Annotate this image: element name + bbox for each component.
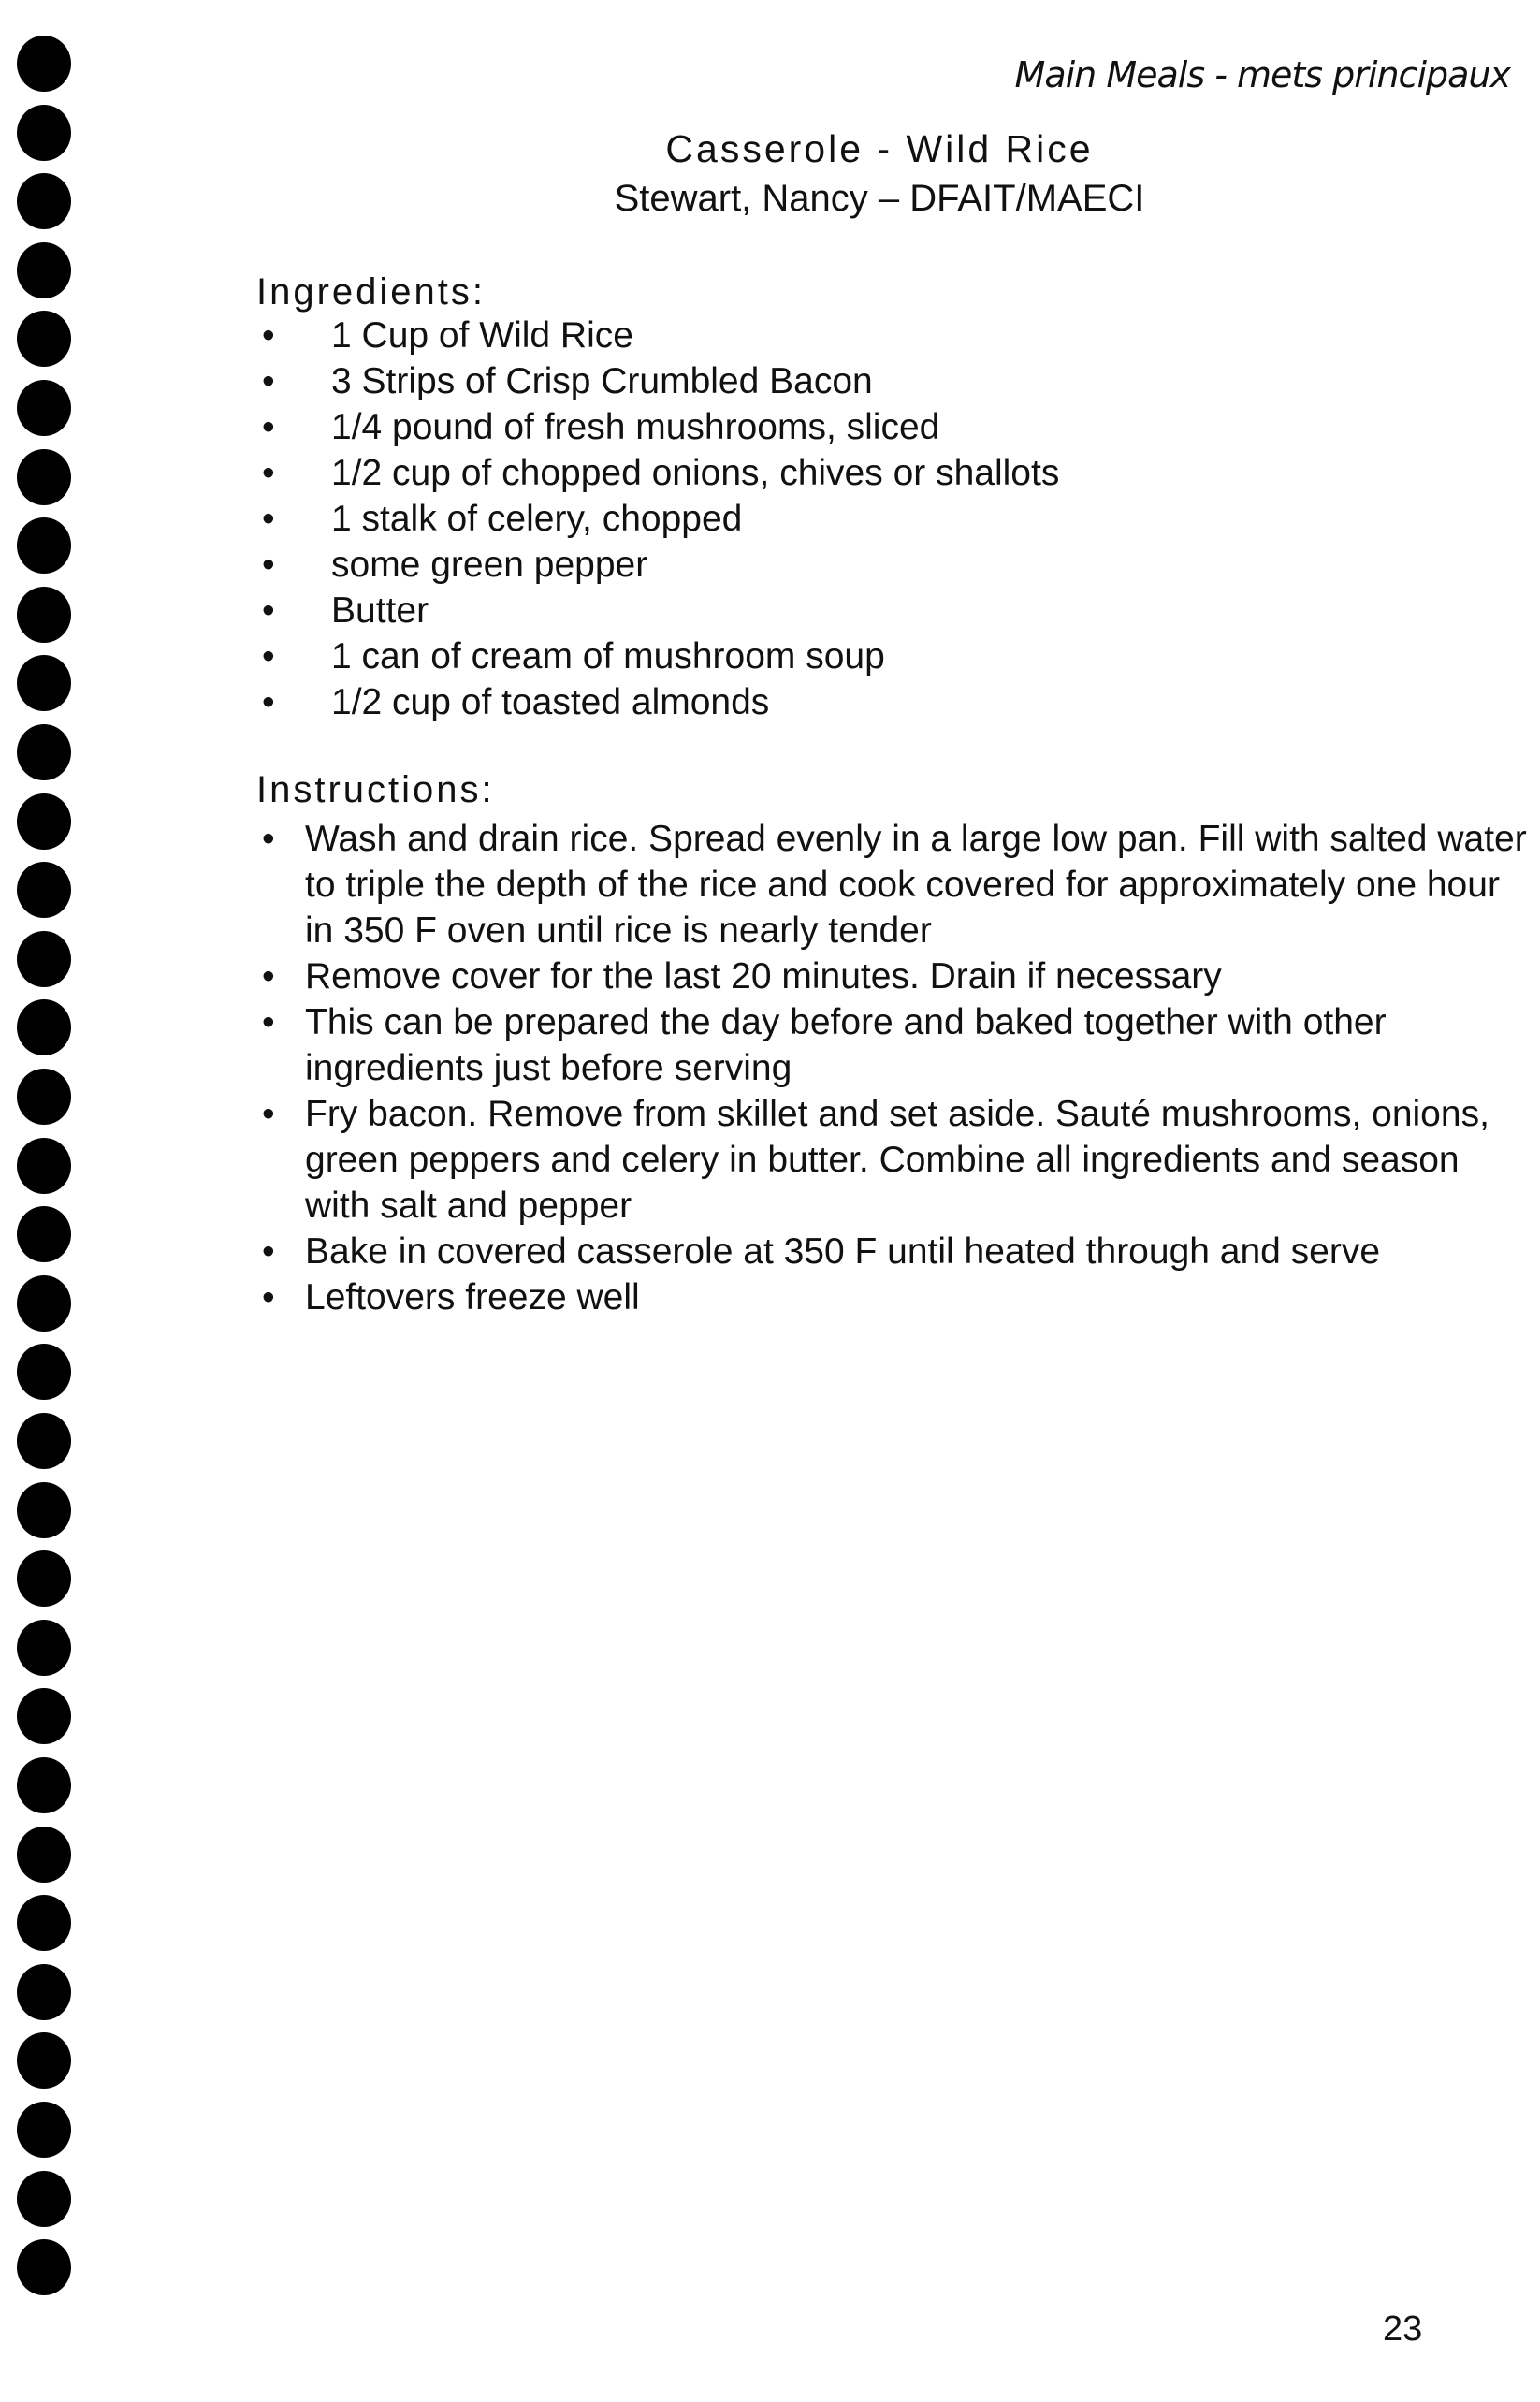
recipe-title: Casserole - Wild Rice: [665, 127, 1094, 170]
bullet-icon: •: [262, 453, 275, 493]
ingredient-item: • some green pepper: [256, 542, 1059, 588]
binding-hole: [17, 655, 71, 711]
instruction-item: • Fry bacon. Remove from skillet and set aside. Sauté mushrooms, onions, green peppers and celery in butter. Combine all ingredients and season with salt and pepper: [256, 1091, 1531, 1229]
binding-hole: [17, 1827, 71, 1883]
ingredient-item: • 1 can of cream of mushroom soup: [256, 633, 1059, 679]
bullet-icon: •: [262, 545, 275, 585]
binding-hole: [17, 36, 71, 92]
bullet-icon: •: [262, 361, 275, 401]
binding-hole: [17, 1482, 71, 1538]
binding-hole: [17, 862, 71, 918]
instruction-item: • Leftovers freeze well: [256, 1274, 1531, 1320]
bullet-icon: •: [262, 1231, 275, 1272]
binding-hole: [17, 2102, 71, 2158]
bullet-icon: •: [262, 1277, 275, 1317]
binding-hole: [17, 931, 71, 987]
page-number: 23: [1383, 2309, 1423, 2349]
recipe-author: Stewart, Nancy – DFAIT/MAECI: [614, 178, 1145, 219]
binding-hole: [17, 1688, 71, 1744]
binding-hole: [17, 1757, 71, 1813]
binding-hole: [17, 1069, 71, 1125]
binding-hole: [17, 1964, 71, 2020]
instruction-item: • Wash and drain rice. Spread evenly in a large low pan. Fill with salted water to triple the depth of the rice and cook covered for approximately one hour in 350 F oven until rice is nearly tender: [256, 816, 1531, 954]
bullet-icon: •: [262, 682, 275, 722]
instructions-heading: Instructions:: [256, 769, 495, 810]
binding-hole: [17, 1275, 71, 1332]
bullet-icon: •: [262, 315, 275, 356]
instruction-item: • Bake in covered casserole at 350 F until heated through and serve: [256, 1229, 1531, 1274]
instruction-item: • This can be prepared the day before and baked together with other ingredients just before serving: [256, 999, 1531, 1091]
ingredient-item: • 1 Cup of Wild Rice: [256, 313, 1059, 358]
binding-hole: [17, 1413, 71, 1469]
ingredient-item: • 3 Strips of Crisp Crumbled Bacon: [256, 358, 1059, 404]
binding-hole: [17, 793, 71, 850]
instruction-item: • Remove cover for the last 20 minutes. Drain if necessary: [256, 954, 1531, 999]
bullet-icon: •: [262, 499, 275, 539]
ingredient-item: • 1 stalk of celery, chopped: [256, 496, 1059, 542]
ingredients-heading: Ingredients:: [256, 271, 487, 313]
ingredients-list: [256, 313, 1059, 725]
binding-hole: [17, 1550, 71, 1607]
ingredient-item: • Butter: [256, 588, 1059, 633]
binding-hole: [17, 311, 71, 367]
binding-hole: [17, 999, 71, 1055]
bullet-icon: •: [262, 590, 275, 631]
binding-hole: [17, 1206, 71, 1262]
bullet-icon: •: [262, 1094, 275, 1134]
binding-hole: [17, 724, 71, 780]
section-header: Main Meals - mets principaux: [1014, 54, 1510, 95]
binding-hole: [17, 2032, 71, 2089]
binding-hole: [17, 587, 71, 643]
instructions-list: [256, 816, 1531, 1320]
binding-hole: [17, 1620, 71, 1676]
ingredient-item: • 1/2 cup of chopped onions, chives or shallots: [256, 450, 1059, 496]
bullet-icon: •: [262, 956, 275, 997]
ingredient-item: • 1/4 pound of fresh mushrooms, sliced: [256, 404, 1059, 450]
bullet-icon: •: [262, 636, 275, 677]
bullet-icon: •: [262, 407, 275, 447]
binding-hole: [17, 1344, 71, 1400]
spiral-binding-holes: [17, 0, 73, 2402]
ingredient-item: • 1/2 cup of toasted almonds: [256, 679, 1059, 725]
bullet-icon: •: [262, 1002, 275, 1042]
binding-hole: [17, 517, 71, 574]
bullet-icon: •: [262, 819, 275, 859]
binding-hole: [17, 242, 71, 298]
binding-hole: [17, 1138, 71, 1194]
binding-hole: [17, 2171, 71, 2227]
binding-hole: [17, 449, 71, 505]
binding-hole: [17, 2239, 71, 2295]
binding-hole: [17, 1895, 71, 1951]
binding-hole: [17, 380, 71, 436]
